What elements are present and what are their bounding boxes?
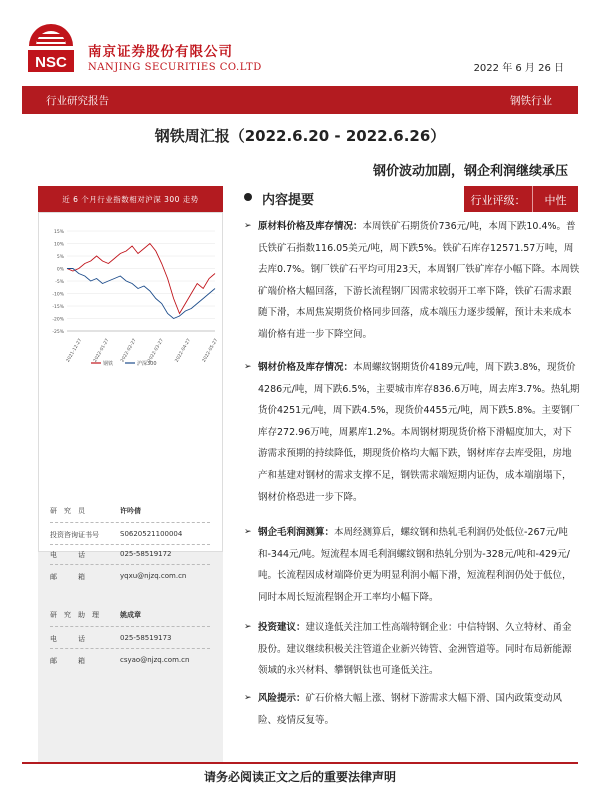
divider — [50, 522, 210, 523]
contact-email-value[interactable]: csyao@njzq.com.cn — [120, 656, 190, 664]
industry-label: 钢铁行业 — [510, 95, 552, 107]
section-head: 钢材价格及库存情况： — [258, 362, 354, 373]
y-tick-label: -5% — [55, 280, 64, 285]
contact-name: 姚成章 — [120, 611, 141, 619]
contact-cert-value: S0620521100004 — [120, 530, 183, 538]
contact-cert-label: 投资咨询证书号 — [50, 531, 99, 539]
y-tick-label: -20% — [52, 317, 64, 323]
x-tick-label: 2022-01-27 — [93, 338, 111, 364]
report-date: 2022 年 6 月 26 日 — [473, 63, 564, 74]
section-head: 钢企毛利润测算： — [258, 527, 335, 538]
y-tick-label: -25% — [52, 330, 64, 335]
divider — [50, 544, 210, 545]
y-tick-label: -15% — [52, 305, 64, 310]
report-subtitle: 钢价波动加剧，钢企利润继续承压 — [372, 164, 568, 179]
section-head: 投资建议： — [258, 622, 306, 633]
chart-canvas — [39, 213, 224, 553]
section-body: 本周铁矿石期货价736元/吨，本周下跌10.4%。普氏铁矿石指数116.05美元/吨，周下跌5%。铁矿石库存12571.57万吨，周去库0.7%。钢厂铁矿石平均可用23天，本周钢厂铁矿库存小幅下降。本周铁矿端价格大幅回落，下游长流程钢厂因需求较弱开工率下降，铁矿石需求跟随下滑，本周焦炭期货价格同步回落，成本端压力逐步缓解，预计未来成本端价格有进一步下降空间。 — [258, 221, 580, 340]
x-tick-label: 2022-05-27 — [201, 338, 220, 364]
company-name-en: NANJING SECURITIES CO.LTD — [88, 62, 262, 73]
section-body: 本周螺纹钢期货价4189元/吨，周下跌3.8%，现货价4286元/吨，周下跌6.5%，主要城市库存836.6万吨，周去库3.7%。热轧期货价4251元/吨，周下跌4.5%，现货价4455元/吨，周下跌5.8%。主要钢厂库存272.96万吨，周累库1.2%。本周钢材期现货价格下滑幅度加大，对下游需求预期的持续降低，期现货价格均大幅下跌，钢材库存去库受阻，房地产和基建对钢材的需求支撑不足，钢铁需求端短期内证伪，成本端崩塌下，钢材价格恐进一步下降。 — [258, 362, 580, 503]
sidebar — [38, 186, 223, 764]
rating-label: 行业评级： — [464, 186, 532, 212]
y-tick-label: 5% — [56, 255, 64, 260]
contact-phone-value: 025-58519172 — [120, 550, 172, 558]
category-band — [22, 86, 578, 114]
section-risk — [244, 688, 580, 731]
arrow-bullet-icon: ➢ — [244, 221, 252, 231]
contact-email-label: 邮 箱 — [50, 573, 85, 581]
chart-title: 近 6 个月行业指数相对沪深 300 走势 — [38, 186, 223, 212]
contact-phone-label: 电 话 — [50, 635, 85, 643]
section-body: 建议逢低关注加工性高端特钢企业：中信特钢、久立特材、甬金股份。建议继续积极关注管道企业新兴铸管、金洲管道等。同时布局新能源领域的永兴材料、攀钢钒钛也可逢低关注。 — [258, 622, 572, 677]
section-body: 矿石价格大幅上涨、钢材下游需求大幅下滑、国内政策变动风险、疫情反复等。 — [258, 693, 563, 726]
arrow-bullet-icon: ➢ — [244, 527, 252, 537]
rating-value: 中性 — [532, 186, 578, 212]
logo-text: NSC — [35, 54, 67, 71]
legal-notice: 请务必阅读正文之后的重要法律声明 — [203, 770, 396, 784]
divider — [50, 648, 210, 649]
arrow-bullet-icon: ➢ — [244, 622, 252, 632]
contact-email-label: 邮 箱 — [50, 657, 85, 665]
y-tick-label: -10% — [52, 292, 64, 298]
contact-name: 许吟倩 — [120, 507, 141, 515]
legend-label: 钢铁 — [103, 361, 114, 367]
report-category: 行业研究报告 — [46, 95, 109, 107]
arrow-bullet-icon: ➢ — [244, 362, 252, 372]
section-margins — [244, 522, 580, 608]
y-tick-label: 0% — [56, 267, 64, 273]
section-head: 原材料价格及库存情况： — [258, 221, 363, 232]
summary-title: 内容提要 — [262, 193, 315, 208]
footer-divider — [22, 762, 578, 764]
contact-phone-value: 025-58519173 — [120, 634, 172, 642]
section-head: 风险提示： — [258, 693, 306, 704]
y-tick-label: 15% — [53, 230, 64, 235]
section-body: 本周经测算后，螺纹钢和热轧毛利润仍处低位-267元/吨和-344元/吨。短流程本周毛利润螺纹钢和热轧分别为-328元/吨和-429元/吨。长流程因成材端降价更为明显利润小幅下滑，短流程利润仍处于低位，同时本周长短流程钢企开工率均小幅下降。 — [258, 527, 572, 603]
legend-label: 沪深300 — [137, 361, 157, 367]
contact-email-value[interactable]: yqxu@njzq.com.cn — [120, 572, 187, 580]
contact-role-label: 研 究 助 理 — [50, 611, 99, 619]
section-raw-materials — [244, 216, 580, 346]
x-tick-label: 2022-02-27 — [120, 338, 138, 364]
bullet-dot-icon — [244, 193, 252, 201]
report-title: 钢铁周汇报（2022.6.20 - 2022.6.26） — [154, 127, 446, 145]
relative-performance-chart — [38, 212, 223, 552]
nsc-logo — [22, 22, 80, 74]
contact-phone-label: 电 话 — [50, 551, 85, 559]
section-investment-advice — [244, 617, 580, 682]
contact-role-label: 研 究 员 — [50, 507, 85, 515]
x-tick-label: 2022-04-27 — [174, 338, 193, 364]
company-name-cn: 南京证券股份有限公司 — [88, 44, 233, 60]
series-line — [67, 244, 215, 314]
section-steel-prices — [244, 357, 580, 508]
x-tick-label: 2021-12-27 — [65, 338, 84, 364]
x-tick-label: 2022-03-27 — [147, 338, 165, 364]
divider — [50, 564, 210, 565]
y-tick-label: 10% — [53, 242, 64, 248]
divider — [50, 626, 210, 627]
arrow-bullet-icon: ➢ — [244, 693, 252, 703]
